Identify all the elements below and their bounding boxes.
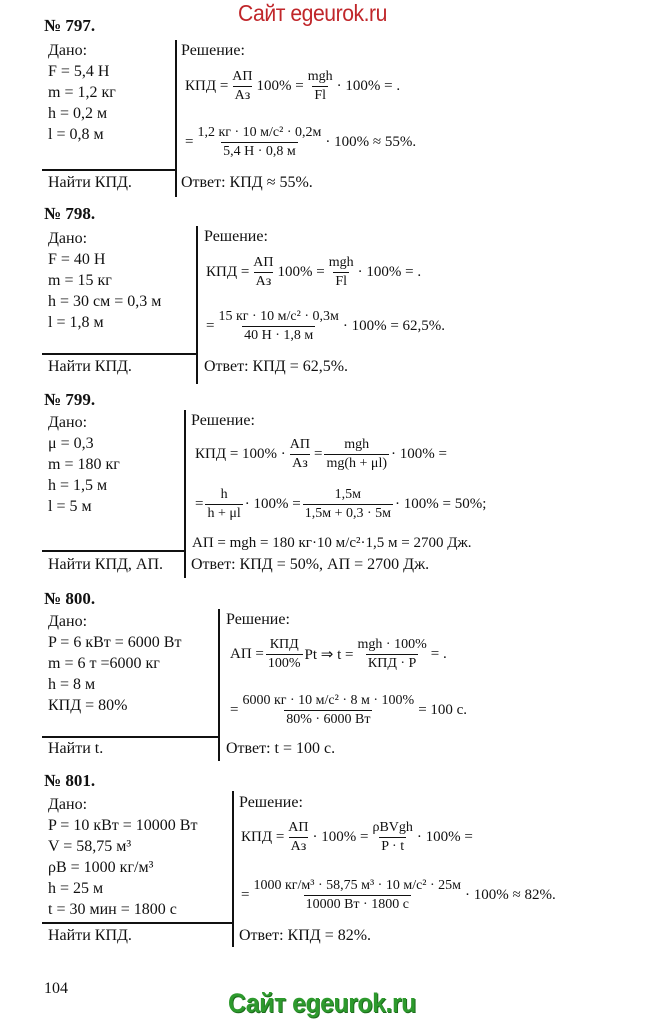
find-label: Найти t. bbox=[48, 740, 104, 757]
page-number: 104 bbox=[44, 980, 68, 997]
solution-label: Решение: bbox=[226, 611, 290, 628]
given-item: h = 1,5 м bbox=[48, 477, 108, 494]
eq-text: = 100 с. bbox=[418, 701, 468, 718]
divider-horizontal bbox=[42, 353, 198, 355]
eq-text: Pt ⇒ t = bbox=[304, 646, 354, 663]
eq-text: КПД = 100% · bbox=[195, 445, 286, 462]
given-item: m = 6 т =6000 кг bbox=[48, 655, 160, 672]
equation-line-2 bbox=[206, 304, 445, 348]
given-block bbox=[48, 794, 197, 920]
eq-text: 100% = bbox=[277, 263, 325, 280]
eq-text: · 100% = . bbox=[336, 77, 401, 94]
given-item: h = 25 м bbox=[48, 880, 104, 897]
equation-line-3: AП = mgh = 180 кг·10 м/с²·1,5 м = 2700 Дж. bbox=[192, 535, 472, 551]
divider-horizontal bbox=[42, 736, 220, 738]
answer: Ответ: t = 100 с. bbox=[226, 740, 336, 757]
given-item: l = 0,8 м bbox=[48, 126, 104, 143]
answer: Ответ: КПД = 82%. bbox=[239, 927, 372, 944]
problem-number: № 797. bbox=[44, 16, 96, 35]
given-item: m = 1,2 кг bbox=[48, 84, 116, 101]
divider-vertical bbox=[218, 609, 220, 761]
equation-line-1 bbox=[241, 815, 473, 859]
site-watermark-top: Сайт egeurok.ru bbox=[238, 0, 387, 26]
given-item: t = 30 мин = 1800 с bbox=[48, 901, 177, 918]
fraction: $\frac{AП}{Aз}$ bbox=[289, 436, 311, 471]
answer: Ответ: КПД = 50%, AП = 2700 Дж. bbox=[191, 556, 430, 573]
given-item: μ = 0,3 bbox=[48, 435, 94, 452]
given-label: Дано: bbox=[48, 42, 88, 59]
given-item: F = 5,4 Н bbox=[48, 63, 110, 80]
given-block bbox=[48, 611, 181, 716]
fraction: $\frac{AП}{Aз}$ bbox=[232, 68, 253, 103]
fraction: $\frac{\text{mgh}}{Fl}$ bbox=[328, 254, 354, 289]
fraction: $\frac{\text{1000 кг/м³ · 58,75 м³ · 10 м/с² · 25м}}{10000 Вт \cdot 1800 с}$ bbox=[253, 877, 462, 912]
given-item: ρВ = 1000 кг/м³ bbox=[48, 859, 154, 876]
eq-text: · 100% = 50%; bbox=[395, 495, 487, 512]
given-block bbox=[48, 40, 116, 145]
eq-text: = bbox=[314, 445, 323, 462]
divider-vertical bbox=[184, 410, 186, 578]
eq-text: = bbox=[195, 495, 204, 512]
problem-number: № 799. bbox=[44, 390, 96, 409]
eq-text: · 100% ≈ 82%. bbox=[465, 886, 556, 903]
fraction: $\frac{\text{mgh · 100\%}}{\text{КПД · P}}$ bbox=[357, 636, 427, 671]
find-label: Найти КПД. bbox=[48, 358, 132, 375]
eq-text: · 100% = bbox=[391, 445, 447, 462]
equation-line-2 bbox=[241, 873, 556, 917]
problem-number: № 801. bbox=[44, 771, 96, 790]
fraction: $\frac{\text{КПД}}{100\%}$ bbox=[267, 636, 301, 671]
given-item: h = 30 см = 0,3 м bbox=[48, 293, 162, 310]
eq-text: = bbox=[230, 701, 239, 718]
given-item: l = 5 м bbox=[48, 498, 92, 515]
divider-vertical bbox=[175, 40, 177, 197]
given-item: l = 1,8 м bbox=[48, 314, 104, 331]
given-item: P = 6 кВт = 6000 Вт bbox=[48, 634, 182, 651]
eq-text: · 100% = bbox=[244, 495, 301, 512]
divider-horizontal bbox=[42, 922, 234, 924]
divider-horizontal bbox=[42, 169, 177, 171]
given-block bbox=[48, 412, 120, 517]
fraction: $\frac{\text{mgh}}{Fl}$ bbox=[307, 68, 333, 103]
given-item: F = 40 Н bbox=[48, 251, 106, 268]
fraction: $\frac{\text{15 кг · 10 м/с² · 0,3м}}{40 Н \cdot 1,8 м}$ bbox=[218, 308, 339, 343]
eq-text: = bbox=[185, 133, 194, 150]
eq-text: · 100% = 62,5%. bbox=[342, 317, 446, 334]
fraction: $\frac{1,5м}{1,5м + 0,3 \cdot 5м}$ bbox=[304, 486, 391, 521]
eq-text: · 100% ≈ 55%. bbox=[325, 133, 417, 150]
equation-line-2 bbox=[195, 482, 486, 526]
given-label: Дано: bbox=[48, 796, 88, 813]
answer: Ответ: КПД ≈ 55%. bbox=[181, 174, 313, 191]
eq-text: · 100% = . bbox=[357, 263, 422, 280]
given-label: Дано: bbox=[48, 414, 88, 431]
eq-text: · 100% = bbox=[416, 828, 473, 845]
eq-text: = bbox=[206, 317, 215, 334]
eq-text: AП = bbox=[230, 645, 264, 662]
given-item: h = 0,2 м bbox=[48, 105, 108, 122]
eq-text: = . bbox=[430, 645, 447, 662]
given-label: Дано: bbox=[48, 230, 88, 247]
given-item: h = 8 м bbox=[48, 676, 96, 693]
eq-text: 100% = bbox=[256, 77, 304, 94]
fraction: $\frac{\text{6000 кг · 10 м/с² · 8 м · 100\%}}{80\% \cdot 6000 Вт}$ bbox=[242, 692, 415, 727]
eq-text: КПД = bbox=[206, 263, 250, 280]
equation-line-1 bbox=[230, 632, 447, 676]
find-label: Найти КПД. bbox=[48, 927, 132, 944]
fraction: $\frac{AП}{Aз}$ bbox=[288, 819, 309, 854]
solution-label: Решение: bbox=[239, 794, 303, 811]
equation-line-1 bbox=[206, 250, 421, 294]
answer: Ответ: КПД = 62,5%. bbox=[204, 358, 349, 375]
given-item: m = 180 кг bbox=[48, 456, 120, 473]
given-item: КПД = 80% bbox=[48, 697, 128, 714]
fraction: $\frac{h}{h + \mu l}$ bbox=[207, 486, 241, 521]
eq-text: КПД = bbox=[241, 828, 285, 845]
problem-number: № 798. bbox=[44, 204, 96, 223]
divider-horizontal bbox=[42, 550, 186, 552]
fraction: $\frac{\text{1,2 кг · 10 м/с² · 0,2м}}{5,4 Н \cdot 0,8 м}$ bbox=[197, 124, 322, 159]
fraction: $\frac{AП}{Aз}$ bbox=[253, 254, 274, 289]
given-item: P = 10 кВт = 10000 Вт bbox=[48, 817, 198, 834]
fraction: $\frac{\text{mgh}}{mg(h + \mu l)}$ bbox=[326, 436, 387, 471]
site-watermark-bottom: Сайт egeurok.ru bbox=[228, 988, 416, 1018]
given-item: V = 58,75 м³ bbox=[48, 838, 132, 855]
solution-label: Решение: bbox=[204, 228, 268, 245]
eq-text: = bbox=[241, 886, 250, 903]
problem-number: № 800. bbox=[44, 589, 96, 608]
equation-line-2 bbox=[230, 688, 467, 732]
equation-line-1 bbox=[185, 64, 400, 108]
solution-label: Решение: bbox=[181, 42, 245, 59]
find-label: Найти КПД, AП. bbox=[48, 556, 164, 573]
divider-vertical bbox=[196, 226, 198, 384]
given-label: Дано: bbox=[48, 613, 88, 630]
find-label: Найти КПД. bbox=[48, 174, 132, 191]
fraction: $\frac{\text{ρВVgh}}{P \cdot t}$ bbox=[372, 819, 413, 854]
equation-line-1 bbox=[195, 432, 447, 476]
given-item: m = 15 кг bbox=[48, 272, 112, 289]
eq-text: КПД = bbox=[185, 77, 229, 94]
solution-label: Решение: bbox=[191, 412, 255, 429]
given-block bbox=[48, 228, 161, 333]
equation-line-2 bbox=[185, 120, 416, 164]
eq-text: · 100% = bbox=[312, 828, 369, 845]
